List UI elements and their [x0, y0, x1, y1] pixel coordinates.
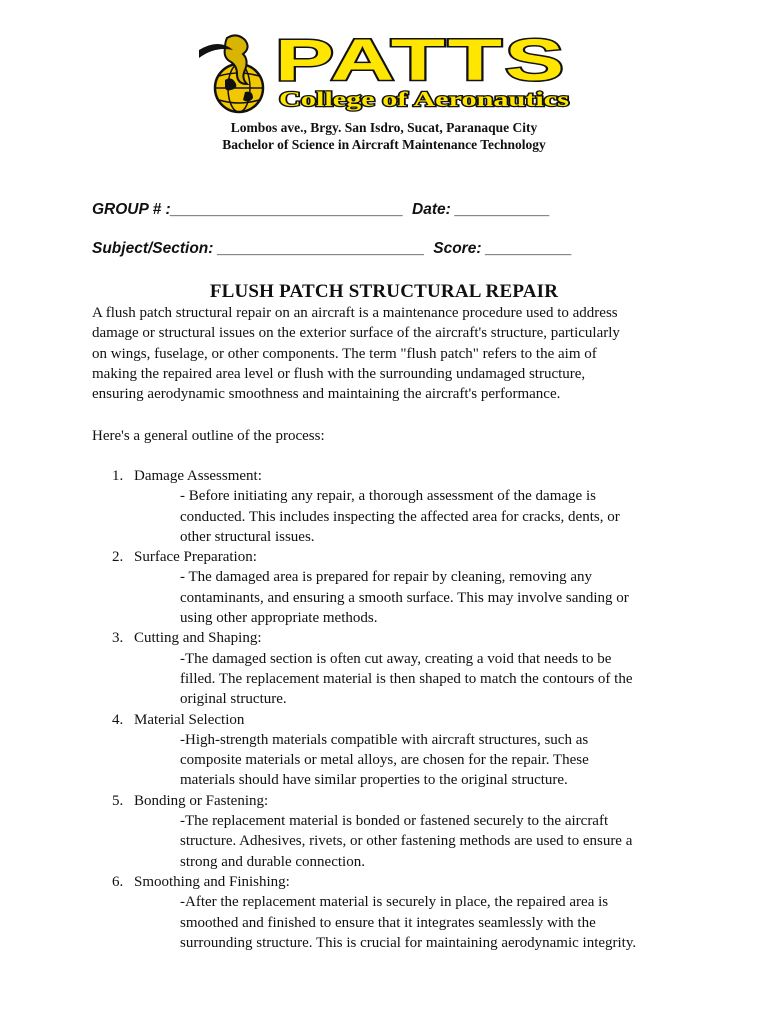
step-title: Smoothing and Finishing: — [134, 873, 290, 890]
college-logo — [197, 30, 577, 116]
step-title: Material Selection — [134, 711, 245, 728]
step-line: contaminants, and ensuring a smooth surface. This may involve sanding or — [180, 589, 629, 606]
logo-graphic — [197, 30, 577, 116]
step-line: materials should have similar properties to the original structure. — [180, 772, 568, 789]
college-address: Lombos ave., Brgy. San Isdro, Sucat, Paranaque City — [230, 120, 538, 135]
step-line: -High-strength materials compatible with aircraft structures, such as — [180, 731, 589, 748]
step-line: conducted. This includes inspecting the affected area for cracks, dents, or — [180, 508, 620, 525]
intro-line: on wings, fuselage, or other components. The term "flush patch" refers to the aim of — [92, 345, 597, 362]
step-title: Bonding or Fastening: — [134, 792, 269, 809]
step-line: -The damaged section is often cut away, creating a void that needs to be — [180, 650, 612, 667]
step-line: surrounding structure. This is crucial for maintaining aerodynamic integrity. — [180, 934, 637, 951]
list-item — [92, 872, 692, 953]
list-item — [92, 547, 692, 628]
group-date-line: GROUP # :___________________________ Date: ___________ — [92, 201, 550, 218]
list-item — [92, 466, 692, 547]
list-item — [92, 628, 692, 709]
degree-program: Bachelor of Science in Aircraft Maintenance Technology — [222, 137, 546, 152]
logo-subtitle: College of Aeronautics — [279, 87, 569, 111]
outline-intro-text: Here's a general outline of the process: — [92, 428, 325, 444]
intro-paragraph — [92, 303, 692, 404]
step-number: 3. — [112, 630, 124, 647]
step-line: -The replacement material is bonded or fastened securely to the aircraft — [180, 813, 609, 830]
step-title: Damage Assessment: — [134, 468, 262, 484]
step-title: Cutting and Shaping: — [134, 630, 262, 647]
step-line: strong and durable connection. — [180, 853, 365, 870]
list-item — [92, 710, 692, 791]
intro-line: making the repaired area level or flush with the surrounding undamaged structure, — [92, 365, 586, 382]
intro-line: damage or structural issues on the exterior surface of the aircraft's structure, particularly — [92, 325, 620, 342]
step-number: 6. — [112, 873, 124, 890]
subject-score-line: Subject/Section: ________________________ Score: __________ — [92, 240, 572, 257]
step-line: filled. The replacement material is then shaped to match the contours of the — [180, 670, 633, 687]
step-line: -After the replacement material is securely in place, the repaired area is — [180, 894, 609, 911]
step-line: structure. Adhesives, rivets, or other fastening methods are used to ensure a — [180, 833, 633, 850]
document-title: FLUSH PATCH STRUCTURAL REPAIR — [209, 281, 559, 302]
step-title: Surface Preparation: — [134, 549, 257, 566]
step-line: other structural issues. — [180, 528, 315, 545]
outline-intro — [92, 426, 692, 446]
step-line: - The damaged area is prepared for repair by cleaning, removing any — [180, 569, 593, 586]
step-line: original structure. — [180, 691, 287, 708]
step-number: 5. — [112, 792, 124, 809]
step-line: using other appropriate methods. — [180, 610, 378, 627]
step-number: 1. — [112, 468, 124, 484]
step-line: smoothed and finished to ensure that it integrates seamlessly with the — [180, 914, 596, 931]
logo-title: PATTS — [275, 30, 567, 93]
intro-line: A flush patch structural repair on an aircraft is a maintenance procedure used to address — [92, 305, 618, 321]
step-number: 4. — [112, 711, 124, 728]
intro-line: ensuring aerodynamic smoothness and maintaining the aircraft's performance. — [92, 386, 561, 403]
step-number: 2. — [112, 549, 124, 566]
step-line: composite materials or metal alloys, are chosen for the repair. These — [180, 752, 589, 769]
list-item — [92, 791, 692, 872]
process-steps-list — [92, 466, 692, 953]
step-line: - Before initiating any repair, a thorough assessment of the damage is — [180, 488, 596, 505]
